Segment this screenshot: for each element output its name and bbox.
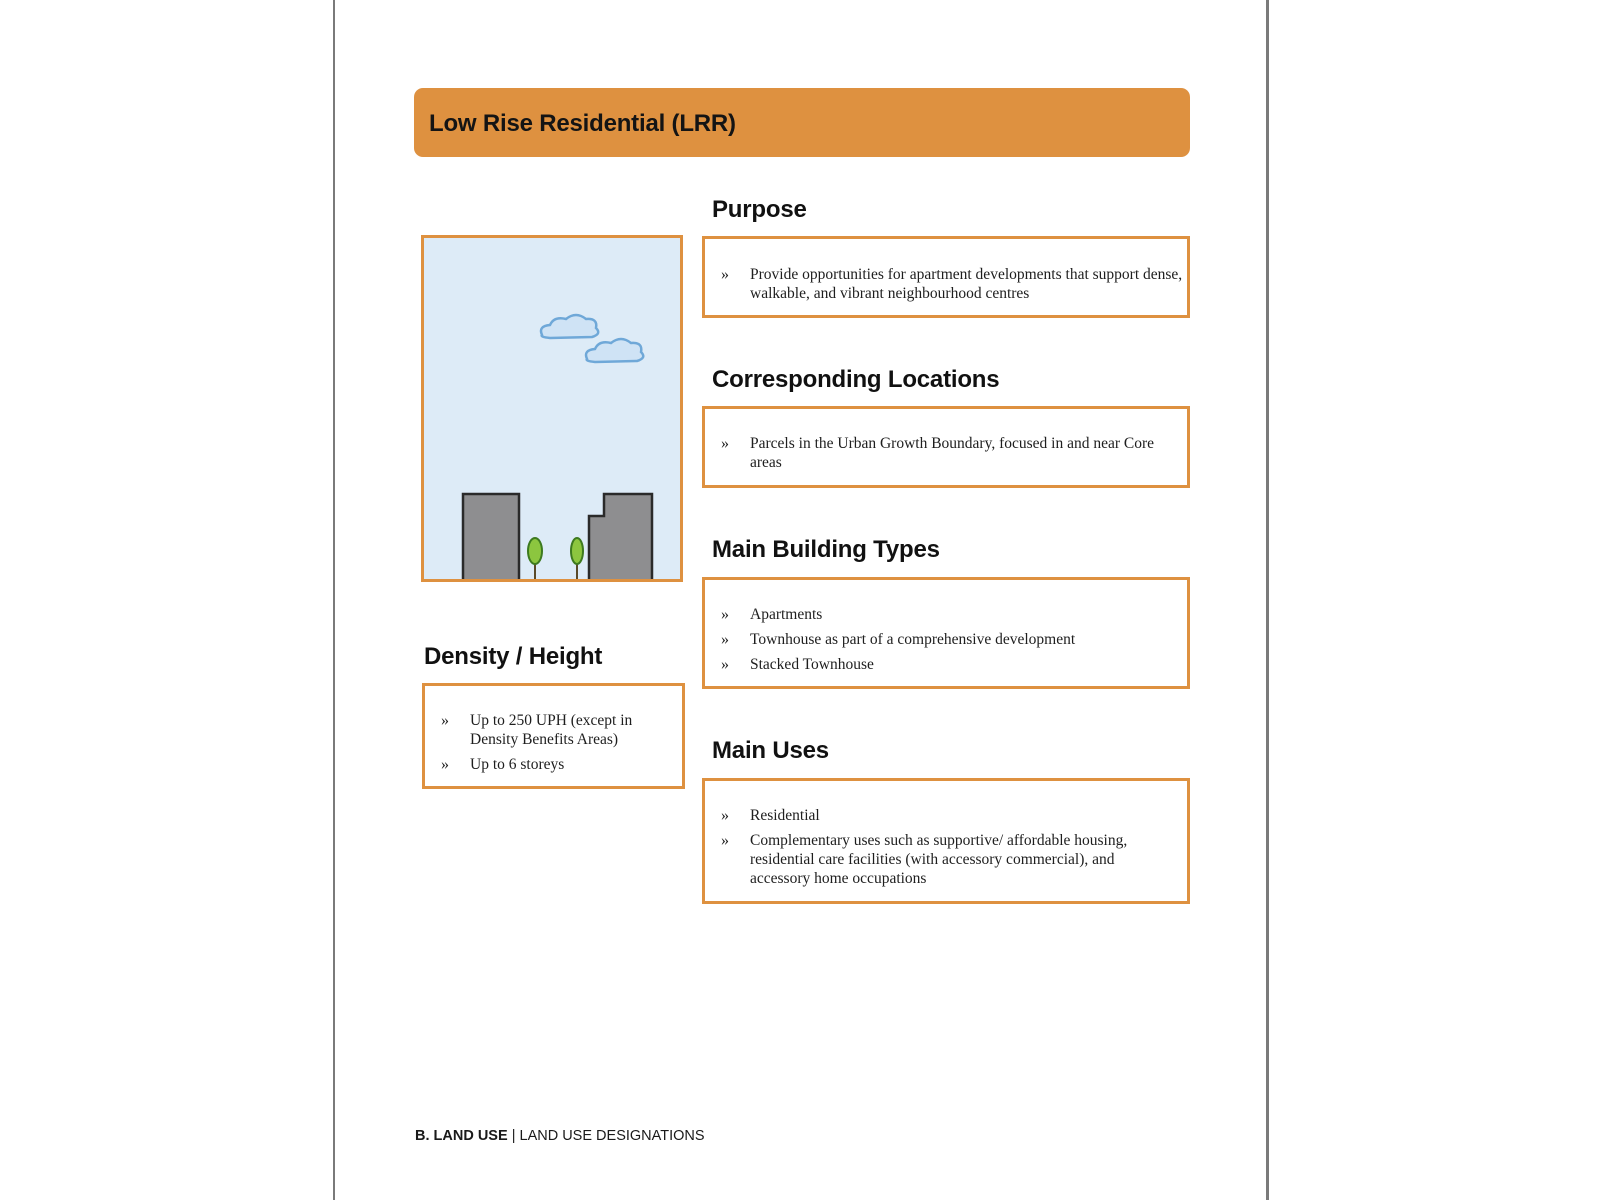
bullet-marker: »: [721, 606, 729, 623]
list-item: [705, 434, 1187, 472]
list-item: [705, 605, 1187, 624]
main-uses-list: [705, 806, 1187, 888]
bullet-marker: »: [441, 712, 449, 729]
main-uses-box: [702, 778, 1190, 904]
title-banner: [414, 88, 1190, 157]
tree-icon: [528, 538, 542, 579]
building-types-list: [705, 605, 1187, 674]
list-item: [705, 265, 1187, 303]
main-uses-heading: Main Uses: [712, 737, 829, 764]
density-heading: Density / Height: [424, 643, 603, 670]
list-item: [425, 755, 682, 774]
density-list: [425, 711, 682, 774]
page-footer: [415, 1128, 705, 1144]
purpose-heading: Purpose: [712, 196, 807, 223]
list-item: [705, 831, 1187, 888]
bullet-text: Provide opportunities for apartment developments that support dense, walkable, and vibrant neighbourhood centres: [750, 266, 1183, 302]
footer-subsection: LAND USE DESIGNATIONS: [519, 1128, 705, 1144]
bullet-text: Apartments: [750, 606, 823, 623]
footer-section: B. LAND USE: [415, 1128, 508, 1144]
footer-separator: |: [511, 1128, 516, 1144]
bullet-text: Complementary uses such as supportive/ affordable housing, residential care facilities (with accessory commercial), and accessory home occupations: [750, 832, 1128, 887]
page-border-left: [333, 0, 335, 1200]
bullet-text: Stacked Townhouse: [750, 656, 874, 673]
bullet-marker: »: [721, 435, 729, 452]
bullet-marker: »: [721, 832, 729, 849]
cloud-icon: [541, 315, 598, 338]
bullet-text: Up to 6 storeys: [470, 756, 565, 773]
locations-box: [702, 406, 1190, 488]
bullet-text: Residential: [750, 807, 820, 824]
purpose-box: [702, 236, 1190, 318]
building-illustration: [421, 235, 683, 582]
bullet-marker: »: [721, 656, 729, 673]
building-types-heading: Main Building Types: [712, 536, 940, 563]
purpose-list: [705, 265, 1187, 303]
bullet-marker: »: [441, 756, 449, 773]
building-types-box: [702, 577, 1190, 689]
list-item: [425, 711, 682, 749]
list-item: [705, 655, 1187, 674]
bullet-marker: »: [721, 266, 729, 283]
page-title: Low Rise Residential (LRR): [429, 110, 736, 137]
illustration-canvas: [424, 238, 680, 579]
building-icon: [589, 494, 652, 579]
density-box: [422, 683, 685, 789]
list-item: [705, 806, 1187, 825]
locations-list: [705, 434, 1187, 472]
tree-icon: [571, 538, 583, 579]
locations-heading: Corresponding Locations: [712, 366, 1000, 393]
list-item: [705, 630, 1187, 649]
bullet-marker: »: [721, 807, 729, 824]
bullet-marker: »: [721, 631, 729, 648]
cloud-icon: [586, 339, 643, 362]
bullet-text: Parcels in the Urban Growth Boundary, focused in and near Core areas: [750, 435, 1155, 471]
bullet-text: Townhouse as part of a comprehensive development: [750, 631, 1076, 648]
bullet-text: Up to 250 UPH (except in Density Benefits Areas): [470, 712, 633, 748]
building-icon: [463, 494, 519, 579]
page-border-right: [1266, 0, 1269, 1200]
